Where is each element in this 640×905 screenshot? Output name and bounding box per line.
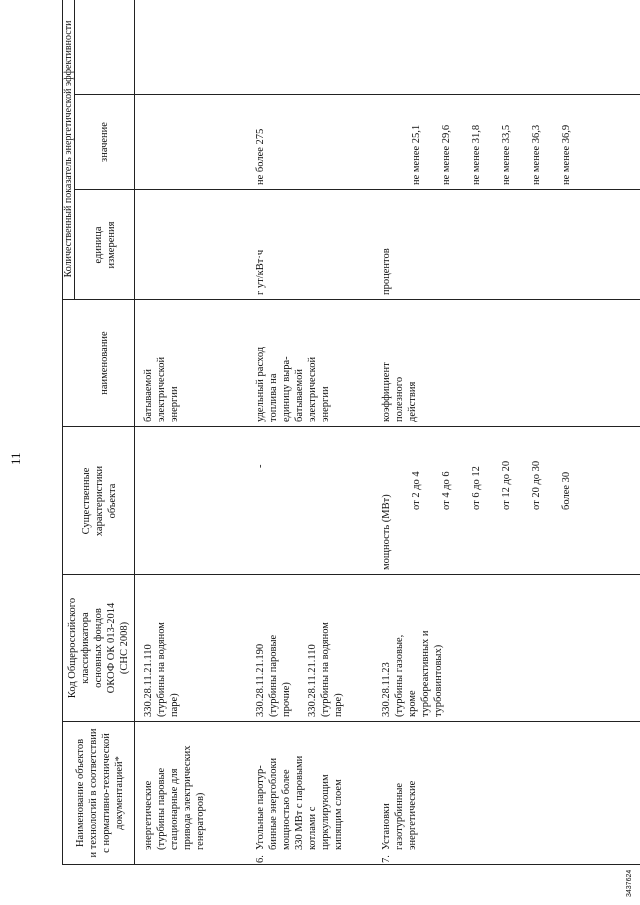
row-6-code-1: 330.28.11.21.190 (турбины паровые прочие) [255, 634, 292, 717]
header-okof-code: Код Общероссийского классификатора основных фондов ОКОФ ОК 013-2014 (СНС 2008) [67, 597, 130, 699]
row-7-range-3: от 6 до 12 [471, 466, 482, 510]
header-unit: единица измерения [93, 221, 117, 269]
row-7-range-4: от 12 до 20 [501, 460, 512, 510]
row-7-range-5: от 20 до 30 [531, 460, 542, 510]
row-continued-code: 330.28.11.21.110 (турбины на водяном паре) [143, 622, 180, 717]
row-7-value-5: не менее 36,3 [531, 124, 542, 185]
row-continued-name: энергетические (турбины паровые стационарные для привода электрических генераторов) [143, 745, 206, 850]
row-6-indicator: удельный расход топлива на единицу выра- батываемой электрической энергии [255, 346, 331, 422]
header-characteristics: Существенные характеристики объекта [81, 465, 118, 537]
header-indicator-name: наименование [99, 331, 110, 395]
row-6-code-2: 330.28.11.21.110 (турбины на водяном паре) [307, 622, 344, 717]
row-7-indicator: коэффициент полезного действия [381, 362, 418, 422]
row-7-range-6: более 30 [561, 471, 572, 510]
row-6-unit: г ут/кВт·ч [255, 249, 266, 295]
row-7-characteristic: мощность (МВт) [381, 494, 392, 570]
col-divider-4 [62, 299, 640, 300]
header-indicator-group: Количественный показатель энергетической эффективности [63, 20, 74, 278]
row-7-value-2: не менее 29,6 [441, 124, 452, 185]
row-7-range-1: от 2 до 4 [411, 471, 422, 510]
col-divider-1 [62, 721, 640, 722]
row-6-name: Угольные паротур- бинные энергоблоки мощностью более 330 МВт с паровыми котлами с циркулирующим кипящим слоем [255, 755, 344, 850]
row-continued-indicator: батываемой электрической энергии [143, 356, 180, 422]
row-7-range-2: от 4 до 6 [441, 471, 452, 510]
row-7-code: 330.28.11.23 (турбины газовые, кроме турбореактивных и турбовинтовых) [381, 630, 444, 717]
row-6-value: не более 275 [255, 128, 266, 185]
row-7-unit: процентов [381, 248, 392, 295]
row-6-number: 6. [255, 855, 266, 863]
header-objects-name: Наименование объектов и технологий в соответствии с нормативно-технической документацией* [75, 728, 125, 858]
col-divider-5 [74, 189, 640, 190]
header-value: значение [99, 122, 110, 162]
col-divider-3 [62, 426, 640, 427]
col-divider-6 [74, 94, 640, 95]
row-7-value-4: не менее 33,5 [501, 124, 512, 185]
page-number: 11 [8, 452, 23, 465]
row-7-value-3: не менее 31,8 [471, 124, 482, 185]
table-left-border [62, 864, 640, 865]
row-7-value-1: не менее 25,1 [411, 124, 422, 185]
row-7-value-6: не менее 36,9 [561, 124, 572, 185]
col-divider-2 [62, 574, 640, 575]
header-bottom-border [134, 0, 135, 865]
row-6-characteristic: - [255, 464, 266, 468]
document-stamp: 3437624 [626, 869, 633, 897]
row-7-name: Установки газотурбинные энергетические [381, 780, 418, 850]
row-7-number: 7. [381, 855, 392, 863]
